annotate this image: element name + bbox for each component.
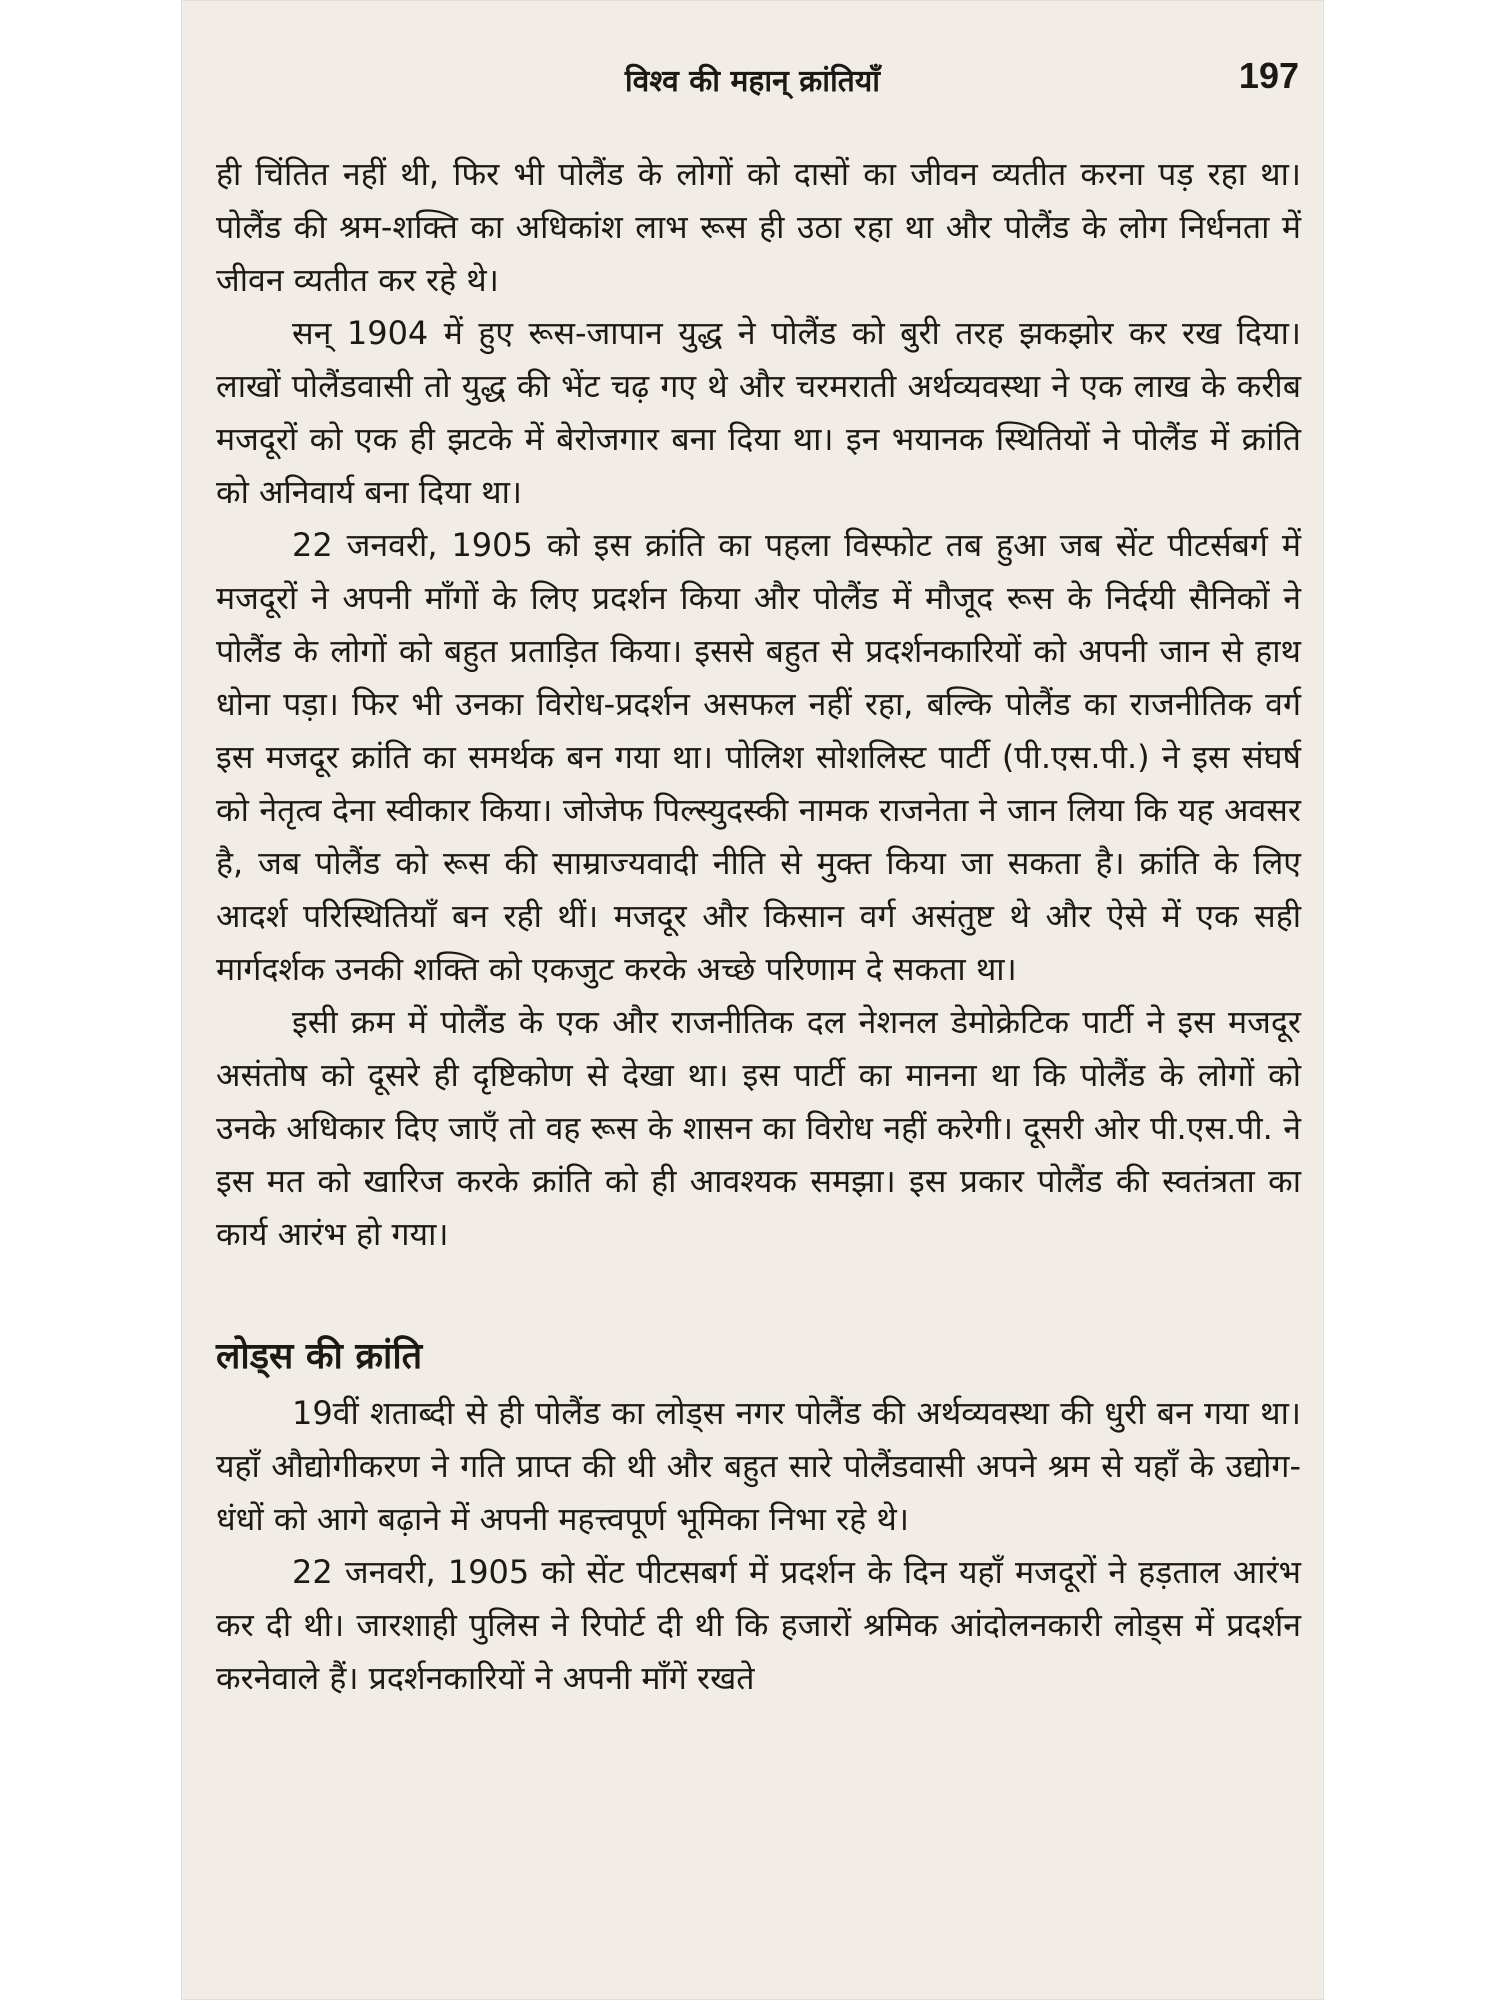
paragraph: 22 जनवरी, 1905 को सेंट पीटसबर्ग में प्रदर्शन के दिन यहाँ मजदूरों ने हड़ताल आरंभ कर दी थी। जारशाही पुलिस ने रिपोर्ट दी थी कि हजारों श्रमिक आंदोलनकारी लोड्स में प्रदर्शन करनेवाले हैं। प्रदर्शनकारियों ने अपनी माँगें रखते <box>216 1553 1301 1697</box>
paragraph: 19वीं शताब्दी से ही पोलैंड का लोड्स नगर पोलैंड की अर्थव्यवस्था की धुरी बन गया था। यहाँ औद्योगीकरण ने गति प्राप्त की थी और बहुत सारे पोलैंडवासी अपने श्रम से यहाँ के उद्योग-धंधों को आगे बढ़ाने में अपनी महत्त्वपूर्ण भूमिका निभा रहे थे। <box>216 1394 1301 1538</box>
paragraph: 22 जनवरी, 1905 को इस क्रांति का पहला विस्फोट तब हुआ जब सेंट पीटर्सबर्ग में मजदूरों ने अपनी माँगों के लिए प्रदर्शन किया और पोलैंड में मौजूद रूस के निर्दयी सैनिकों ने पोलैंड के लोगों को बहुत प्रताड़ित किया। इससे बहुत से प्रदर्शनकारियों को अपनी जान से हाथ धोना पड़ा। फिर भी उनका विरोध-प्रदर्शन असफल नहीं रहा, बल्कि पोलैंड का राजनीतिक वर्ग इस मजदूर क्रांति का समर्थक बन गया था। पोलिश सोशलिस्ट पार्टी (पी.एस.पी.) ने इस संघर्ष को नेतृत्व देना स्वीकार किया। जोजेफ पिल्स्युदस्की नामक राजनेता ने जान लिया कि यह अवसर है, जब पोलैंड को रूस की साम्राज्यवादी नीति से मुक्त किया जा सकता है। क्रांति के लिए आदर्श परिस्थितियाँ बन रही थीं। मजदूर और किसान वर्ग असंतुष्ट थे और ऐसे में एक सही मार्गदर्शक उनकी शक्ति को एकजुट करके अच्छे परिणाम दे सकता था। <box>216 526 1301 988</box>
page-body <box>216 148 1301 1705</box>
book-page <box>181 0 1324 2000</box>
paragraph: इसी क्रम में पोलैंड के एक और राजनीतिक दल नेशनल डेमोक्रेटिक पार्टी ने इस मजदूर असंतोष को दूसरे ही दृष्टिकोण से देखा था। इस पार्टी का मानना था कि पोलैंड के लोगों को उनके अधिकार दिए जाएँ तो वह रूस के शासन का विरोध नहीं करेगी। दूसरी ओर पी.एस.पी. ने इस मत को खारिज करके क्रांति को ही आवश्यक समझा। इस प्रकार पोलैंड की स्वतंत्रता का कार्य आरंभ हो गया। <box>216 1003 1301 1253</box>
page-header <box>181 55 1324 105</box>
running-title: विश्व की महान् क्रांतियाँ <box>624 64 881 99</box>
section-heading: लोड्स की क्रांति <box>216 1336 423 1377</box>
page-number: 197 <box>1238 55 1299 96</box>
paragraph: सन् 1904 में हुए रूस-जापान युद्ध ने पोलैंड को बुरी तरह झकझोर कर रख दिया। लाखों पोलैंडवासी तो युद्ध की भेंट चढ़ गए थे और चरमराती अर्थव्यवस्था ने एक लाख के करीब मजदूरों को एक ही झटके में बेरोजगार बना दिया था। इन भयानक स्थितियों ने पोलैंड में क्रांति को अनिवार्य बना दिया था। <box>216 314 1301 511</box>
paragraph-continued: ही चिंतित नहीं थी, फिर भी पोलैंड के लोगों को दासों का जीवन व्यतीत करना पड़ रहा था। पोलैंड की श्रम-शक्ति का अधिकांश लाभ रूस ही उठा रहा था और पोलैंड के लोग निर्धनता में जीवन व्यतीत कर रहे थे। <box>216 155 1301 299</box>
